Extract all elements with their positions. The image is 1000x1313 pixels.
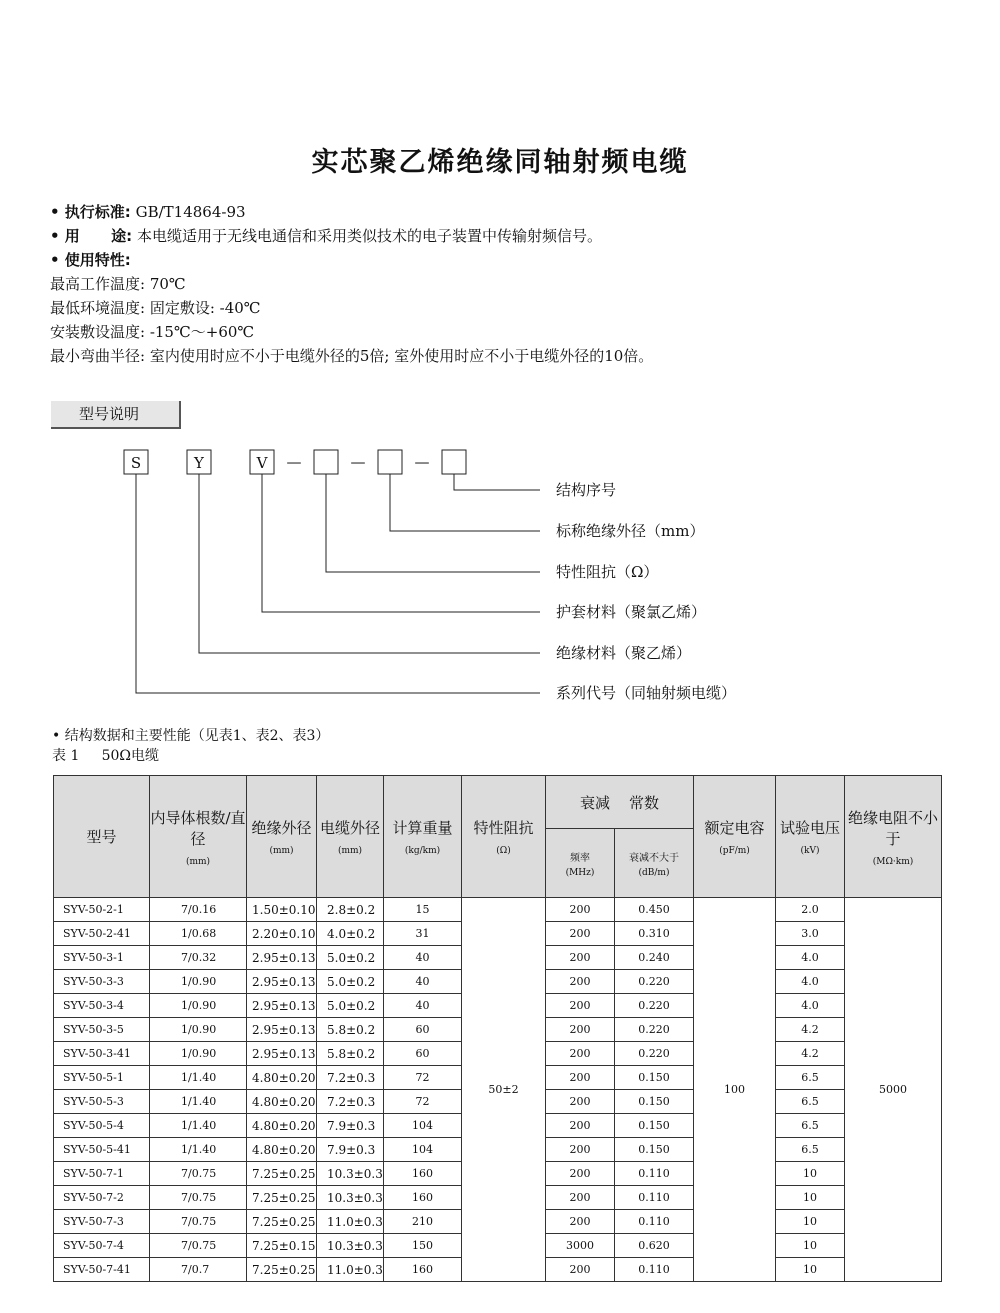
- cell-attenuation: 0.310: [615, 922, 694, 946]
- cell-attenuation: 0.110: [615, 1210, 694, 1234]
- cell-insulation-od: 4.80±0.20: [247, 1066, 317, 1090]
- cell-frequency: 200: [546, 1138, 615, 1162]
- cell-model: SYV-50-3-3: [54, 970, 150, 994]
- header-capacitance: 额定电容 (pF/m): [694, 776, 776, 898]
- cell-frequency: 200: [546, 1210, 615, 1234]
- leader-line-diameter: [390, 474, 540, 531]
- cell-attenuation: 0.620: [615, 1234, 694, 1258]
- leader-line-sheath: [262, 474, 540, 612]
- cell-model: SYV-50-2-41: [54, 922, 150, 946]
- header-attenuation: 衰减 常数: [546, 776, 694, 829]
- cell-voltage: 4.2: [776, 1018, 845, 1042]
- cell-voltage: 4.0: [776, 994, 845, 1018]
- cell-model: SYV-50-3-41: [54, 1042, 150, 1066]
- cell-cable-od: 5.0±0.2: [317, 970, 384, 994]
- leader-line-series: [136, 474, 540, 693]
- model-section-tag: 型号说明: [51, 401, 181, 429]
- cell-model: SYV-50-7-4: [54, 1234, 150, 1258]
- cell-cable-od: 10.3±0.3: [317, 1162, 384, 1186]
- cell-insulation-od: 7.25±0.25: [247, 1162, 317, 1186]
- cell-attenuation: 0.450: [615, 898, 694, 922]
- cell-conductor: 1/0.90: [150, 970, 247, 994]
- cell-frequency: 200: [546, 1162, 615, 1186]
- bend-radius-line: 最小弯曲半径: 室内使用时应不小于电缆外径的5倍; 室外使用时应不小于电缆外径的10倍。: [50, 347, 654, 365]
- spec-table: [53, 775, 942, 1282]
- cell-attenuation: 0.220: [615, 970, 694, 994]
- cell-cable-od: 2.8±0.2: [317, 898, 384, 922]
- cell-model: SYV-50-7-1: [54, 1162, 150, 1186]
- cell-cable-od: 4.0±0.2: [317, 922, 384, 946]
- cell-weight: 60: [384, 1018, 462, 1042]
- cell-voltage: 10: [776, 1210, 845, 1234]
- cell-weight: 104: [384, 1138, 462, 1162]
- header-impedance: 特性阻抗 (Ω): [462, 776, 546, 898]
- cell-cable-od: 10.3±0.3: [317, 1186, 384, 1210]
- cell-conductor: 7/0.16: [150, 898, 247, 922]
- cell-cable-od: 7.9±0.3: [317, 1114, 384, 1138]
- label-sheath-material: 护套材料（聚氯乙烯）: [556, 603, 707, 621]
- cell-model: SYV-50-7-2: [54, 1186, 150, 1210]
- code-letter-y: Y: [194, 454, 204, 472]
- cell-weight: 210: [384, 1210, 462, 1234]
- cell-conductor: 1/0.90: [150, 1042, 247, 1066]
- cell-conductor: 1/1.40: [150, 1090, 247, 1114]
- cell-model: SYV-50-7-3: [54, 1210, 150, 1234]
- cell-attenuation: 0.150: [615, 1066, 694, 1090]
- characteristics-label: • 使用特性:: [50, 251, 131, 269]
- cell-cable-od: 11.0±0.3: [317, 1210, 384, 1234]
- cell-conductor: 7/0.75: [150, 1162, 247, 1186]
- spec-info: [50, 200, 653, 368]
- cell-insulation-od: 2.95±0.13: [247, 946, 317, 970]
- cell-model: SYV-50-5-3: [54, 1090, 150, 1114]
- cell-insulation-od: 1.50±0.10: [247, 898, 317, 922]
- cell-voltage: 6.5: [776, 1138, 845, 1162]
- leader-line-structure: [454, 474, 540, 490]
- cell-model: SYV-50-7-41: [54, 1258, 150, 1282]
- cell-cable-od: 7.2±0.3: [317, 1066, 384, 1090]
- cell-frequency: 200: [546, 1114, 615, 1138]
- cell-weight: 150: [384, 1234, 462, 1258]
- cell-insulation-od: 4.80±0.20: [247, 1090, 317, 1114]
- model-code-diagram: [0, 440, 1000, 720]
- cell-conductor: 7/0.32: [150, 946, 247, 970]
- header-frequency: 频率 (MHz): [546, 829, 615, 898]
- cell-voltage: 10: [776, 1162, 845, 1186]
- cell-weight: 160: [384, 1186, 462, 1210]
- cell-attenuation: 0.110: [615, 1258, 694, 1282]
- code-box-diameter: [378, 450, 402, 474]
- standard-row: [50, 200, 653, 224]
- cell-insulation-od: 2.95±0.13: [247, 994, 317, 1018]
- cell-frequency: 200: [546, 922, 615, 946]
- cell-conductor: 1/1.40: [150, 1066, 247, 1090]
- cell-frequency: 200: [546, 1090, 615, 1114]
- cell-weight: 160: [384, 1162, 462, 1186]
- cell-insulation-od: 4.80±0.20: [247, 1114, 317, 1138]
- cell-voltage: 6.5: [776, 1066, 845, 1090]
- cell-attenuation: 0.150: [615, 1090, 694, 1114]
- cell-model: SYV-50-3-5: [54, 1018, 150, 1042]
- cell-weight: 60: [384, 1042, 462, 1066]
- code-dash: —: [350, 453, 366, 471]
- cell-insulation-od: 7.25±0.15: [247, 1234, 317, 1258]
- cell-frequency: 200: [546, 1186, 615, 1210]
- cell-weight: 40: [384, 946, 462, 970]
- cell-weight: 15: [384, 898, 462, 922]
- header-insulation-od: 绝缘外径 (mm): [247, 776, 317, 898]
- cell-insulation-od: 2.95±0.13: [247, 1042, 317, 1066]
- use-row: [50, 224, 653, 248]
- cell-conductor: 1/1.40: [150, 1114, 247, 1138]
- cell-weight: 31: [384, 922, 462, 946]
- cell-insulation-od: 7.25±0.25: [247, 1210, 317, 1234]
- cell-cable-od: 11.0±0.3: [317, 1258, 384, 1282]
- cell-frequency: 200: [546, 946, 615, 970]
- cell-voltage: 4.0: [776, 970, 845, 994]
- cell-cable-od: 5.8±0.2: [317, 1042, 384, 1066]
- cell-conductor: 1/0.90: [150, 994, 247, 1018]
- cell-cable-od: 7.9±0.3: [317, 1138, 384, 1162]
- cell-frequency: 200: [546, 898, 615, 922]
- cell-attenuation: 0.150: [615, 1138, 694, 1162]
- min-temp-line: 最低环境温度: 固定敷设: -40℃: [50, 299, 261, 317]
- cell-insulation-od: 7.25±0.25: [247, 1186, 317, 1210]
- cell-voltage: 6.5: [776, 1090, 845, 1114]
- cell-frequency: 200: [546, 1042, 615, 1066]
- leader-line-impedance: [326, 474, 540, 572]
- header-weight: 计算重量 (kg/km): [384, 776, 462, 898]
- cell-cable-od: 5.0±0.2: [317, 946, 384, 970]
- cell-model: SYV-50-5-1: [54, 1066, 150, 1090]
- cell-frequency: 200: [546, 1018, 615, 1042]
- use-value: 本电缆适用于无线电通信和采用类似技术的电子装置中传输射频信号。: [136, 227, 602, 245]
- cell-conductor: 1/0.68: [150, 922, 247, 946]
- cell-conductor: 1/0.90: [150, 1018, 247, 1042]
- cell-model: SYV-50-3-4: [54, 994, 150, 1018]
- cell-weight: 104: [384, 1114, 462, 1138]
- code-letter-v: V: [256, 454, 268, 472]
- install-temp-line: 安装敷设温度: -15℃～+60℃: [50, 323, 255, 341]
- cell-weight: 160: [384, 1258, 462, 1282]
- standard-value: GB/T14864-93: [135, 203, 246, 221]
- cell-attenuation: 0.220: [615, 1018, 694, 1042]
- leader-line-insulation: [199, 474, 540, 653]
- cell-attenuation: 0.220: [615, 1042, 694, 1066]
- code-dash: —: [286, 453, 302, 471]
- cell-conductor: 7/0.75: [150, 1234, 247, 1258]
- table-caption: 表 1 50Ω电缆: [52, 748, 160, 764]
- cell-voltage: 3.0: [776, 922, 845, 946]
- label-impedance: 特性阻抗（Ω）: [556, 563, 659, 581]
- cell-conductor: 1/1.40: [150, 1138, 247, 1162]
- code-box-impedance: [314, 450, 338, 474]
- cell-insulation-od: 2.20±0.10: [247, 922, 317, 946]
- cell-voltage: 10: [776, 1234, 845, 1258]
- cell-voltage: 10: [776, 1258, 845, 1282]
- cell-cable-od: 7.2±0.3: [317, 1090, 384, 1114]
- header-model: 型号: [54, 776, 150, 898]
- cell-conductor: 7/0.75: [150, 1210, 247, 1234]
- cell-weight: 72: [384, 1066, 462, 1090]
- cell-model: SYV-50-3-1: [54, 946, 150, 970]
- code-dash: —: [414, 453, 430, 471]
- code-letter-s: S: [130, 454, 142, 472]
- cell-attenuation: 0.110: [615, 1186, 694, 1210]
- use-label: • 用 途:: [50, 227, 133, 245]
- cell-frequency: 200: [546, 970, 615, 994]
- label-insulation-diameter: 标称绝缘外径（mm）: [556, 522, 705, 540]
- cell-voltage: 4.0: [776, 946, 845, 970]
- cell-model: SYV-50-2-1: [54, 898, 150, 922]
- cell-model: SYV-50-5-41: [54, 1138, 150, 1162]
- header-cable-od: 电缆外径 (mm): [317, 776, 384, 898]
- cell-cable-od: 10.3±0.3: [317, 1234, 384, 1258]
- cell-frequency: 200: [546, 994, 615, 1018]
- header-resistance: 绝缘电阻不小于 (MΩ·km): [845, 776, 942, 898]
- cell-voltage: 6.5: [776, 1114, 845, 1138]
- cell-attenuation: 0.220: [615, 994, 694, 1018]
- cell-conductor: 7/0.7: [150, 1258, 247, 1282]
- code-box-structure: [442, 450, 466, 474]
- header-voltage: 试验电压 (kV): [776, 776, 845, 898]
- cell-weight: 40: [384, 970, 462, 994]
- cell-insulation-od: 2.95±0.13: [247, 970, 317, 994]
- cell-frequency: 200: [546, 1066, 615, 1090]
- cell-model: SYV-50-5-4: [54, 1114, 150, 1138]
- cell-resistance: 5000: [845, 898, 942, 1282]
- spec-table-body: [54, 898, 942, 1282]
- cell-voltage: 2.0: [776, 898, 845, 922]
- cell-insulation-od: 4.80±0.20: [247, 1138, 317, 1162]
- page-title: 实芯聚乙烯绝缘同轴射频电缆: [311, 147, 689, 178]
- table-notes: [52, 726, 329, 766]
- cell-conductor: 7/0.75: [150, 1186, 247, 1210]
- cell-attenuation: 0.110: [615, 1162, 694, 1186]
- cell-voltage: 4.2: [776, 1042, 845, 1066]
- cell-frequency: 200: [546, 1258, 615, 1282]
- header-conductor: 内导体根数/直径 (mm): [150, 776, 247, 898]
- max-temp-line: 最高工作温度: 70℃: [50, 275, 186, 293]
- label-structure-number: 结构序号: [556, 481, 617, 499]
- header-attenuation-max: 衰减不大于 (dB/m): [615, 829, 694, 898]
- cell-attenuation: 0.150: [615, 1114, 694, 1138]
- cell-cable-od: 5.0±0.2: [317, 994, 384, 1018]
- cell-weight: 40: [384, 994, 462, 1018]
- cell-insulation-od: 7.25±0.25: [247, 1258, 317, 1282]
- cell-impedance: 50±2: [462, 898, 546, 1282]
- label-series-code: 系列代号（同轴射频电缆）: [556, 684, 737, 702]
- cell-voltage: 10: [776, 1186, 845, 1210]
- label-insulation-material: 绝缘材料（聚乙烯）: [556, 644, 692, 662]
- cell-cable-od: 5.8±0.2: [317, 1018, 384, 1042]
- cell-capacitance: 100: [694, 898, 776, 1282]
- table-row: [54, 898, 942, 922]
- standard-label: • 执行标准:: [50, 203, 131, 221]
- structure-note: • 结构数据和主要性能（见表1、表2、表3）: [52, 728, 330, 744]
- cell-insulation-od: 2.95±0.13: [247, 1018, 317, 1042]
- cell-weight: 72: [384, 1090, 462, 1114]
- cell-attenuation: 0.240: [615, 946, 694, 970]
- cell-frequency: 3000: [546, 1234, 615, 1258]
